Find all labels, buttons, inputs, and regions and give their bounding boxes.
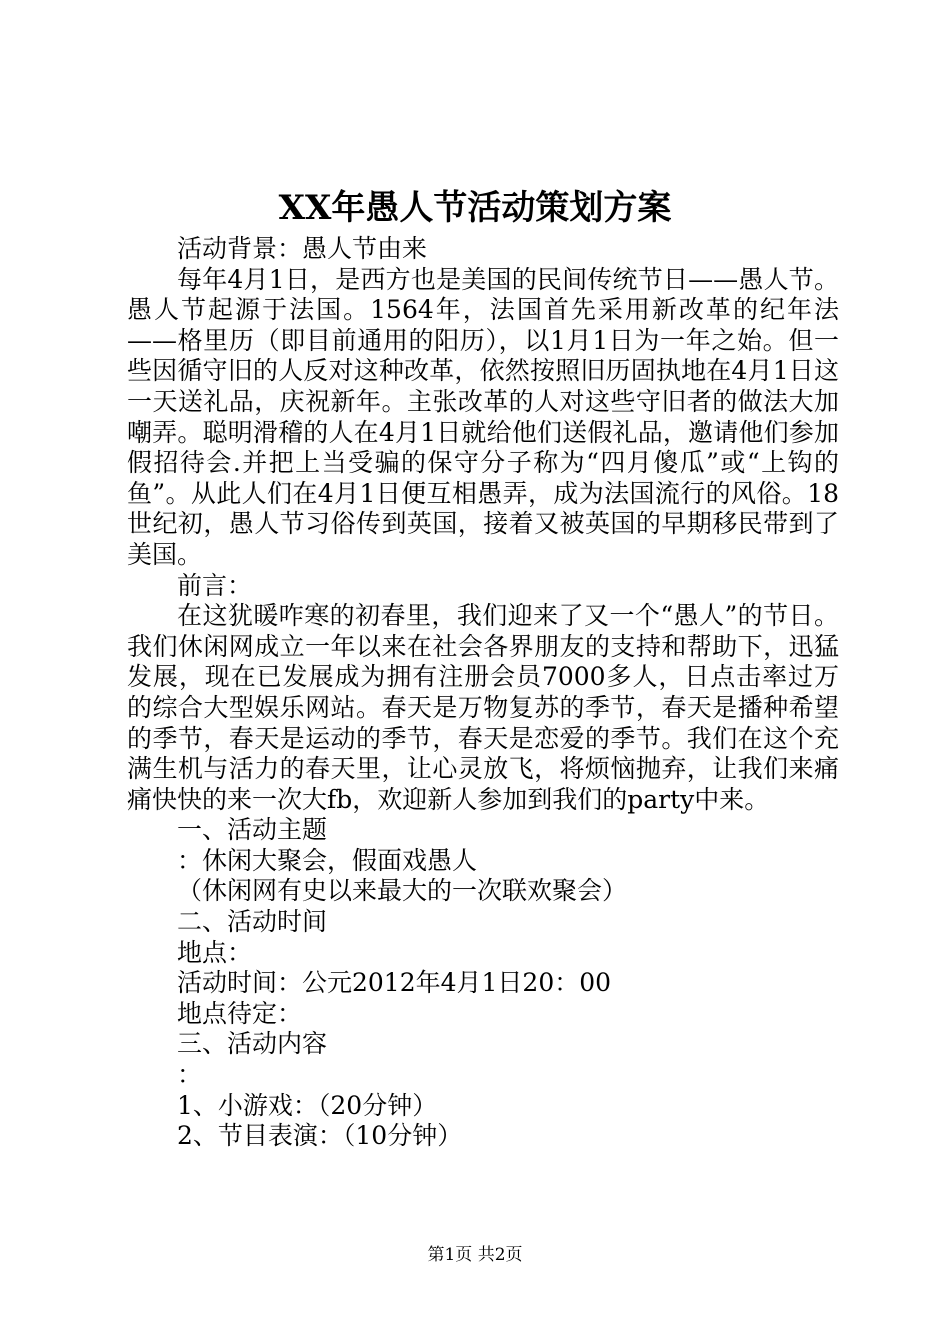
preface-heading: 前言： [177,570,253,600]
page-footer: 第1页 共2页 [427,1245,523,1265]
content-item-1: 1、小游戏：（20分钟） [177,1090,438,1120]
location-label: 地点： [177,937,253,967]
background-heading: 活动背景：愚人节由来 [177,234,428,263]
content-colon: ： [177,1060,203,1090]
document-body [127,234,839,1152]
document-title: XX年愚人节活动策划方案 [278,188,672,228]
theme-heading: 一、活动主题 [177,815,328,845]
time-text: 活动时间：公元2012年4月1日20：00 [177,968,612,998]
location-tbd: 地点待定： [177,998,303,1028]
content-heading: 三、活动内容 [177,1029,328,1059]
content-item-2: 2、节目表演：（10分钟） [177,1121,463,1151]
theme-note: （休闲网有史以来最大的一次联欢聚会） [177,876,628,906]
theme-text: ：休闲大聚会，假面戏愚人 [177,845,478,875]
time-heading: 二、活动时间 [177,907,328,937]
preface-paragraph: 在这犹暖咋寒的初春里，我们迎来了又一个“愚人”的节日。我们休闲网成立一年以来在社会各界朋友的支持和帮助下，迅猛发展，现在已发展成为拥有注册会员7000多人，日点击率过万的综合大型娱乐网站。春天是万物复苏的季节，春天是播种希望的季节，春天是运动的季节，春天是恋爱的季节。我们在这个充满生机与活力的春天里，让心灵放飞，将烦恼抛弃，让我们来痛痛快快的来一次大fb，欢迎新人参加到我们的party中来。 [127,601,839,814]
background-paragraph: 每年4月1日，是西方也是美国的民间传统节日——愚人节。愚人节起源于法国。1564年，法国首先采用新改革的纪年法——格里历（即目前通用的阳历），以1月1日为一年之始。但一些因循守旧的人反对这种改革，依然按照旧历固执地在4月1日这一天送礼品，庆祝新年。主张改革的人对这些守旧者的做法大加嘲弄。聪明滑稽的人在4月1日就给他们送假礼品，邀请他们参加假招待会.并把上当受骗的保守分子称为“四月傻瓜”或“上钩的鱼”。从此人们在4月1日便互相愚弄，成为法国流行的风俗。18世纪初，愚人节习俗传到英国，接着又被英国的早期移民带到了美国。 [127,264,839,569]
